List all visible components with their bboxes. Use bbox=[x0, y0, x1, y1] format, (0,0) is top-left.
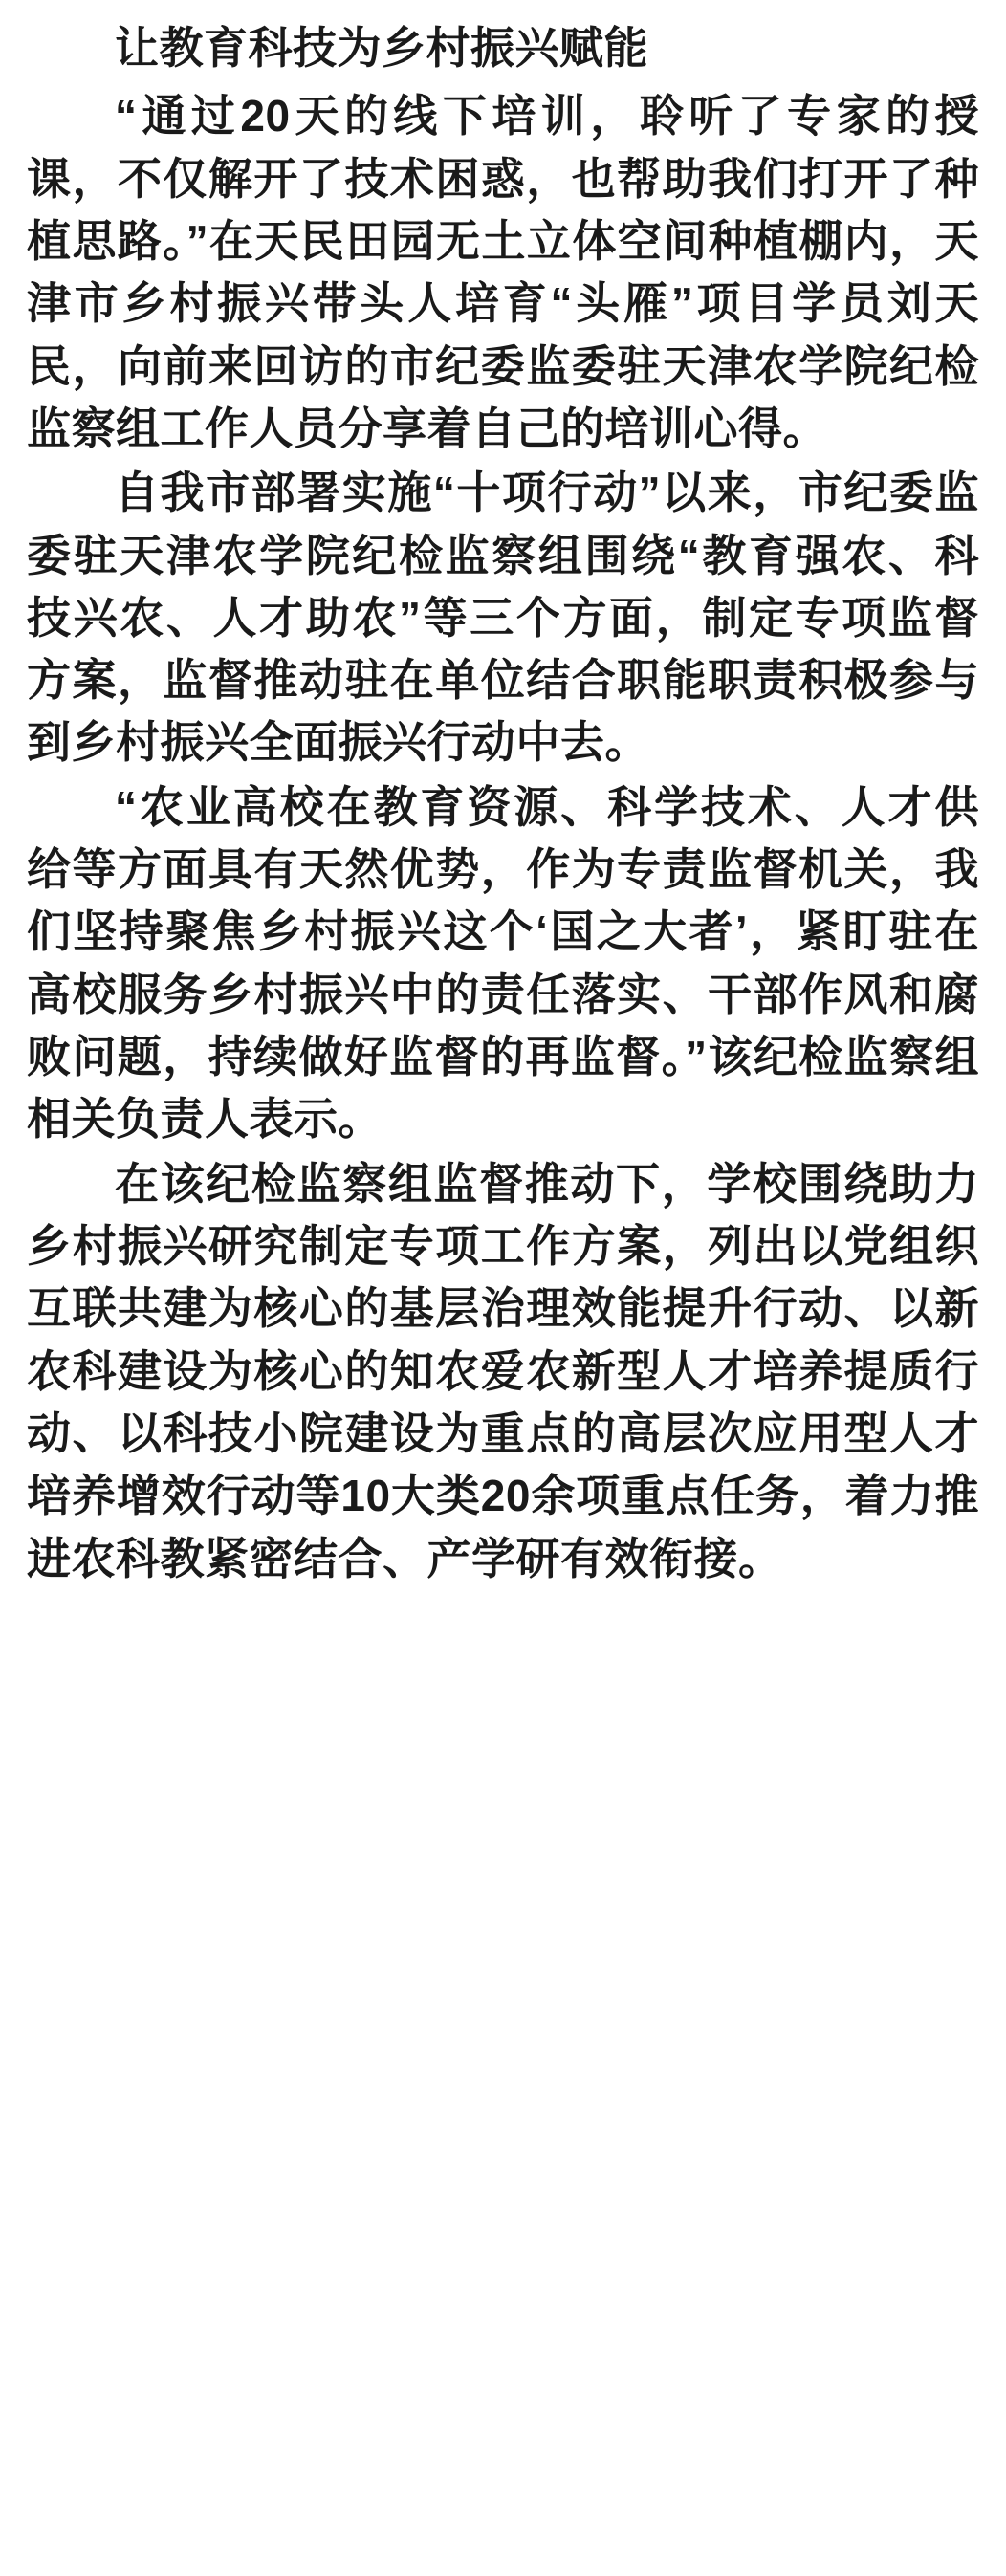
article-paragraph: 自我市部署实施“十项行动”以来，市纪委监委驻天津农学院纪检监察组围绕“教育强农、科技兴农、人才助农”等三个方面，制定专项监督方案，监督推动驻在单位结合职能职责积极参与到乡村振兴全面振兴行动中去。 bbox=[27, 468, 979, 768]
article-paragraph: “通过20天的线下培训，聆听了专家的授课，不仅解开了技术困惑，也帮助我们打开了种植思路。”在天民田园无土立体空间种植棚内，天津市乡村振兴带头人培育“头雁”项目学员刘天民，向前来回访的市纪委监委驻天津农学院纪检监察组工作人员分享着自己的培训心得。 bbox=[27, 91, 979, 453]
article-paragraph: “农业高校在教育资源、科学技术、人才供给等方面具有天然优势，作为专责监督机关，我们坚持聚焦乡村振兴这个‘国之大者’，紧盯驻在高校服务乡村振兴中的责任落实、干部作风和腐败问题，持续做好监督的再监督。”该纪检监察组相关负责人表示。 bbox=[27, 781, 979, 1145]
article-paragraph: 在该纪检监察组监督推动下，学校围绕助力乡村振兴研究制定专项工作方案，列出以党组织互联共建为核心的基层治理效能提升行动、以新农科建设为核心的知农爱农新型人才培养提质行动、以科技小院建设为重点的高层次应用型人才培养增效行动等10大类20余项重点任务，着力推进农科教紧密结合、产学研有效衔接。 bbox=[27, 1158, 979, 1583]
page-title: 让教育科技为乡村振兴赋能 bbox=[115, 23, 648, 73]
